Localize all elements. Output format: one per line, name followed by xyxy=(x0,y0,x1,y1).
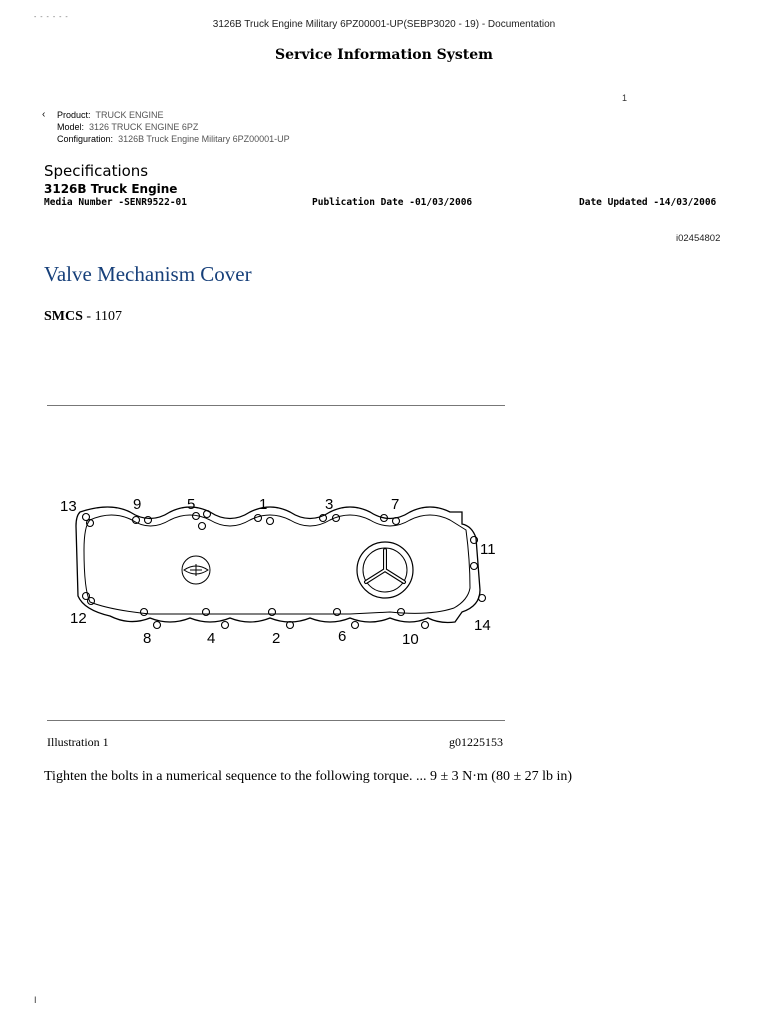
page-mark: 1 xyxy=(622,93,628,103)
product-info xyxy=(57,109,290,145)
document-title: 3126B Truck Engine Military 6PZ00001-UP(SEBP3020 - 19) - Documentation xyxy=(212,19,556,30)
bolt-number: 14 xyxy=(474,617,491,634)
product-key: Product: xyxy=(57,110,91,120)
smcs-label: SMCS xyxy=(44,309,83,324)
smcs-code xyxy=(44,309,122,325)
breather-cap xyxy=(357,542,413,598)
cover-outline-outer xyxy=(76,507,480,623)
bolt-number: 7 xyxy=(391,496,400,513)
bolt-number: 8 xyxy=(143,630,152,647)
publication-date: Publication Date -01/03/2006 xyxy=(312,197,473,208)
bolt-number: 3 xyxy=(325,496,334,513)
bolt-number: 6 xyxy=(338,628,347,645)
media-number: Media Number -SENR9522-01 xyxy=(44,197,187,208)
system-title: Service Information System xyxy=(275,47,493,63)
illustration-id: g01225153 xyxy=(449,735,503,749)
page-bottom-mark: I xyxy=(34,995,37,1005)
chevron-left-icon[interactable]: ‹ xyxy=(42,109,46,120)
section-title: Valve Mechanism Cover xyxy=(44,262,252,286)
divider-top xyxy=(47,405,505,406)
bolt-number: 1 xyxy=(259,496,268,513)
divider-bottom xyxy=(47,720,505,721)
bolt-number: 12 xyxy=(70,610,87,627)
valve-cover-diagram xyxy=(50,490,500,650)
date-updated: Date Updated -14/03/2006 xyxy=(579,197,717,208)
bolt-number: 5 xyxy=(187,496,196,513)
configuration-value: 3126B Truck Engine Military 6PZ00001-UP xyxy=(118,134,290,144)
configuration-key: Configuration: xyxy=(57,134,114,144)
oil-filler-cap xyxy=(182,556,210,584)
bolt-number: 9 xyxy=(133,496,142,513)
engine-name: 3126B Truck Engine xyxy=(44,182,178,196)
model-value: 3126 TRUCK ENGINE 6PZ xyxy=(89,122,199,132)
model-key: Model: xyxy=(57,122,85,132)
document-id: i02454802 xyxy=(676,233,721,244)
smcs-value: - 1107 xyxy=(82,309,123,324)
bolt-number: 10 xyxy=(402,631,419,648)
illustration-label: Illustration 1 xyxy=(47,735,109,749)
specifications-heading: Specifications xyxy=(44,162,149,180)
torque-instruction: Tighten the bolts in a numerical sequence to the following torque. ... 9 ± 3 N·m (80 ± 27 lb in) xyxy=(44,769,573,784)
bolt-number: 11 xyxy=(480,541,496,558)
page-stamp: - - - - - - xyxy=(34,14,69,21)
bolt-number: 2 xyxy=(272,630,281,647)
product-value: TRUCK ENGINE xyxy=(95,110,164,120)
bolt-number: 4 xyxy=(207,630,216,647)
bolt-holes xyxy=(83,511,486,629)
bolt-number: 13 xyxy=(60,498,77,515)
